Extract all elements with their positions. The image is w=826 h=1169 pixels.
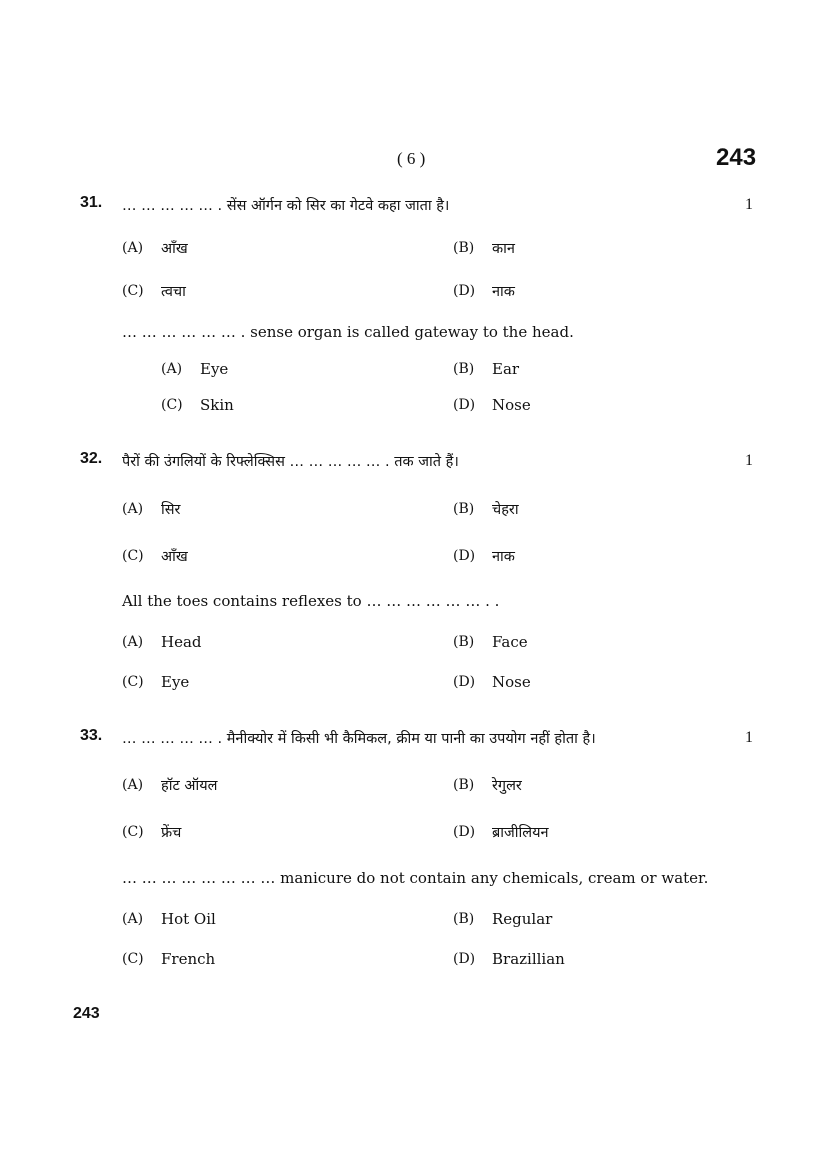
question-marks: 1 [745, 196, 753, 213]
option-label: (B) [453, 501, 475, 517]
option-text: Eye [161, 673, 190, 691]
paper-code-bottom: 243 [73, 1005, 100, 1022]
option-label: (C) [122, 824, 144, 840]
option-text: आँख [161, 241, 188, 257]
page-number: ( 6 ) [397, 149, 426, 168]
option-label: (C) [122, 548, 144, 564]
option-text: हॉट ऑयल [161, 778, 218, 794]
option-label: (D) [453, 824, 476, 840]
option-text: कान [492, 241, 515, 257]
option-label: (D) [453, 548, 476, 564]
question-number: 31. [80, 194, 103, 211]
option-label: (B) [453, 777, 475, 793]
option-label: (C) [161, 397, 183, 413]
option-text: Eye [200, 360, 229, 378]
option-label: (B) [453, 911, 475, 927]
option-label: (A) [122, 240, 144, 256]
option-text: त्वचा [161, 284, 186, 300]
question-marks: 1 [745, 452, 753, 469]
option-text: नाक [492, 549, 515, 565]
question-text-english: … … … … … … … … manicure do not contain any chemicals, cream or water. [122, 869, 709, 887]
option-text: Nose [492, 673, 531, 691]
option-text: आँख [161, 549, 188, 565]
question-text-hindi: … … … … … . मैनीक्योर में किसी भी कैमिकल, क्रीम या पानी का उपयोग नहीं होता है। [122, 731, 596, 747]
option-text: Regular [492, 910, 553, 928]
option-text: ब्राजीलियन [492, 825, 549, 841]
option-label: (B) [453, 240, 475, 256]
option-text: Head [161, 633, 202, 651]
option-label: (D) [453, 397, 476, 413]
option-label: (A) [161, 361, 183, 377]
question-marks: 1 [745, 729, 753, 746]
option-label: (C) [122, 951, 144, 967]
option-text: चेहरा [492, 502, 519, 518]
option-label: (A) [122, 911, 144, 927]
question-text-english: … … … … … … . sense organ is called gateway to the head. [122, 323, 574, 341]
option-text: French [161, 950, 216, 968]
option-text: Ear [492, 360, 520, 378]
option-label: (A) [122, 501, 144, 517]
option-label: (C) [122, 283, 144, 299]
question-number: 32. [80, 450, 103, 467]
option-label: (A) [122, 634, 144, 650]
option-text: सिर [161, 502, 181, 518]
option-text: Face [492, 633, 528, 651]
option-label: (A) [122, 777, 144, 793]
option-text: Nose [492, 396, 531, 414]
question-text-hindi: पैरों की उंगलियों के रिफ्लेक्सिस … … … … … . तक जाते हैं। [122, 454, 459, 470]
option-label: (B) [453, 361, 475, 377]
option-text: Brazillian [492, 950, 565, 968]
option-label: (B) [453, 634, 475, 650]
option-text: नाक [492, 284, 515, 300]
option-text: रेगुलर [492, 778, 522, 794]
option-label: (D) [453, 674, 476, 690]
question-number: 33. [80, 727, 103, 744]
option-text: Skin [200, 396, 234, 414]
option-text: Hot Oil [161, 910, 216, 928]
option-label: (D) [453, 283, 476, 299]
paper-code-top: 243 [716, 144, 757, 171]
option-label: (D) [453, 951, 476, 967]
option-label: (C) [122, 674, 144, 690]
question-text-english: All the toes contains reflexes to … … … … … … . . [122, 592, 500, 610]
option-text: फ्रेंच [161, 825, 182, 841]
question-text-hindi: … … … … … . सेंस ऑर्गन को सिर का गेटवे कहा जाता है। [122, 198, 450, 214]
